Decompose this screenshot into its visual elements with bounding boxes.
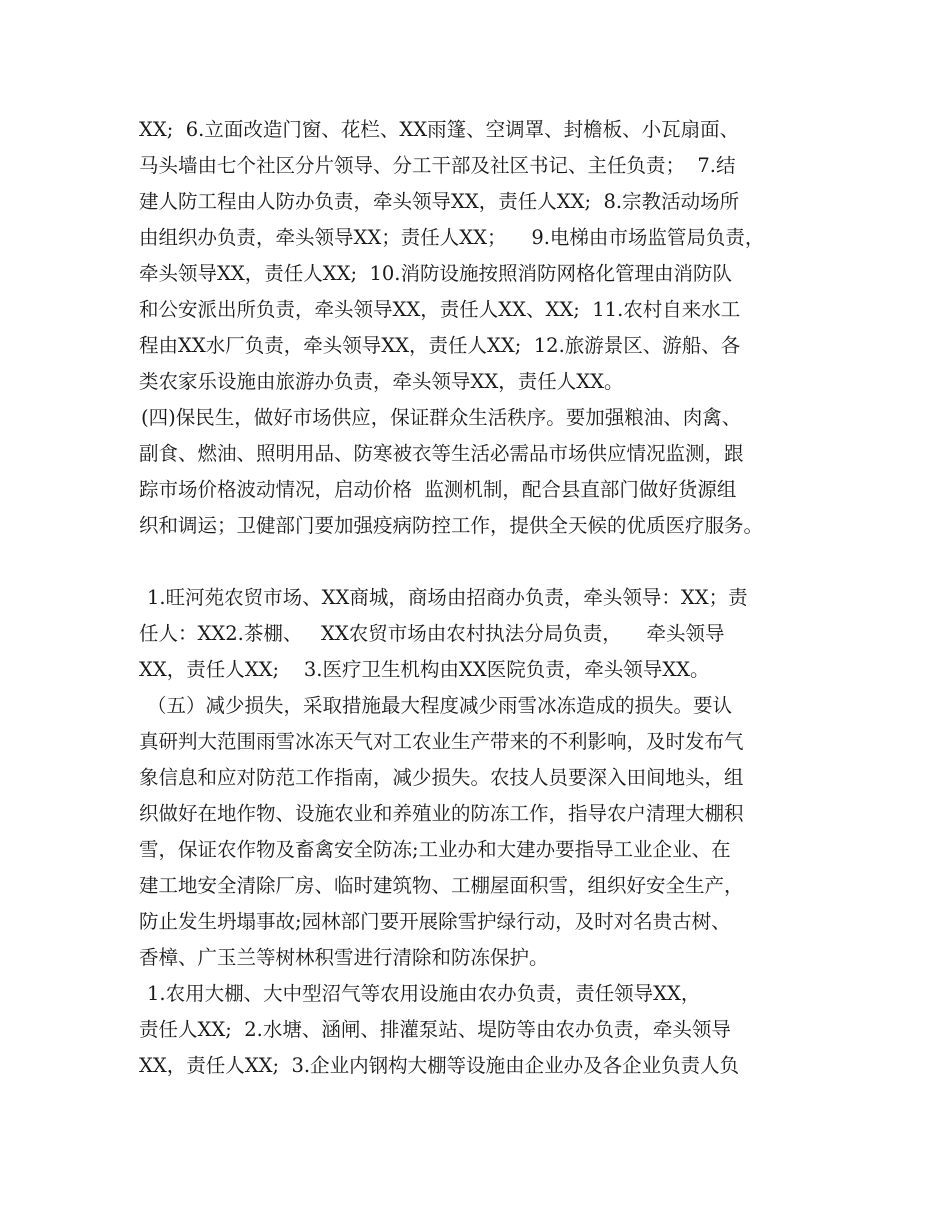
list-item-line: 1.农用大棚、大中型沼气等农用设施由农办负责，责任领导XX， [147, 982, 701, 1005]
list-item-line: 1.旺河苑农贸市场、XX商城，商场由招商办负责，牵头领导：XX；责 [147, 586, 748, 609]
paragraph-line: 由组织办负责，牵头领导XX；责任人XX； 9.电梯由市场监管局负责， [139, 226, 765, 249]
paragraph-line: 踪市场价格波动情况，启动价格 监测机制，配合县直部门做好货源组 [139, 478, 737, 501]
paragraph-line: 建人防工程由人防办负责，牵头领导XX，责任人XX; 8.宗教活动场所 [139, 190, 740, 213]
paragraph-line: 副食、燃油、照明用品、防寒被衣等生活必需品市场供应情况监测，跟 [139, 442, 744, 465]
paragraph-line: 香樟、广玉兰等树林积雪进行清除和防冻保护。 [139, 946, 549, 969]
paragraph-line: 建工地安全清除厂房、临时建筑物、工棚屋面积雪，组织好安全生产， [139, 874, 744, 897]
paragraph-line: 马头墙由七个社区分片领导、分工干部及社区书记、主任负责； 7.结 [139, 154, 736, 177]
paragraph-line: XX，责任人XX; 3.企业内钢构大棚等设施由企业办及各企业负责人负 [139, 1054, 740, 1077]
paragraph-line: 雪，保证农作物及畜禽安全防冻;工业办和大建办要指导工业企业、在 [139, 838, 731, 861]
paragraph-line: XX; 6.立面改造门窗、花栏、XX雨篷、空调罩、封檐板、小瓦扇面、 [139, 118, 740, 141]
paragraph-line: 织做好在地作物、设施农业和养殖业的防冻工作，指导农户清理大棚积 [139, 802, 744, 825]
section-heading-line: （五）减少损失，采取措施最大程度减少雨雪冰冻造成的损失。要认 [147, 694, 733, 717]
section-heading-line: (四)保民生，做好市场供应，保证群众生活秩序。要加强粮油、肉禽、 [141, 406, 742, 429]
paragraph-line: 织和调运；卫健部门要加强疫病防控工作，提供全天候的优质医疗服务。 [139, 514, 764, 537]
paragraph-line: XX，责任人XX; 3.医疗卫生机构由XX医院负责，牵头领导XX。 [139, 658, 710, 681]
paragraph-line: 和公安派出所负责，牵头领导XX，责任人XX、XX; 11.农村自来水工 [139, 298, 741, 321]
paragraph-line: 任人：XX2.茶棚、 XX农贸市场由农村执法分局负责， 牵头领导 [139, 622, 725, 645]
paragraph-line: 防止发生坍塌事故;园林部门要开展除雪护绿行动，及时对名贵古树、 [139, 910, 731, 933]
paragraph-line: 程由XX水厂负责，牵头领导XX，责任人XX; 12.旅游景区、游船、各 [139, 334, 741, 357]
paragraph-line: 真研判大范围雨雪冰冻天气对工农业生产带来的不利影响，及时发布气 [139, 730, 744, 753]
paragraph-line: 牵头领导XX，责任人XX; 10.消防设施按照消防网格化管理由消防队 [139, 262, 733, 285]
paragraph-line: 象信息和应对防范工作指南，减少损失。农技人员要深入田间地头，组 [139, 766, 744, 789]
paragraph-line: 责任人XX; 2.水塘、涵闸、排灌泵站、堤防等由农办负责，牵头领导 [139, 1018, 731, 1041]
paragraph-line: 类农家乐设施由旅游办负责，牵头领导XX，责任人XX。 [139, 370, 624, 393]
